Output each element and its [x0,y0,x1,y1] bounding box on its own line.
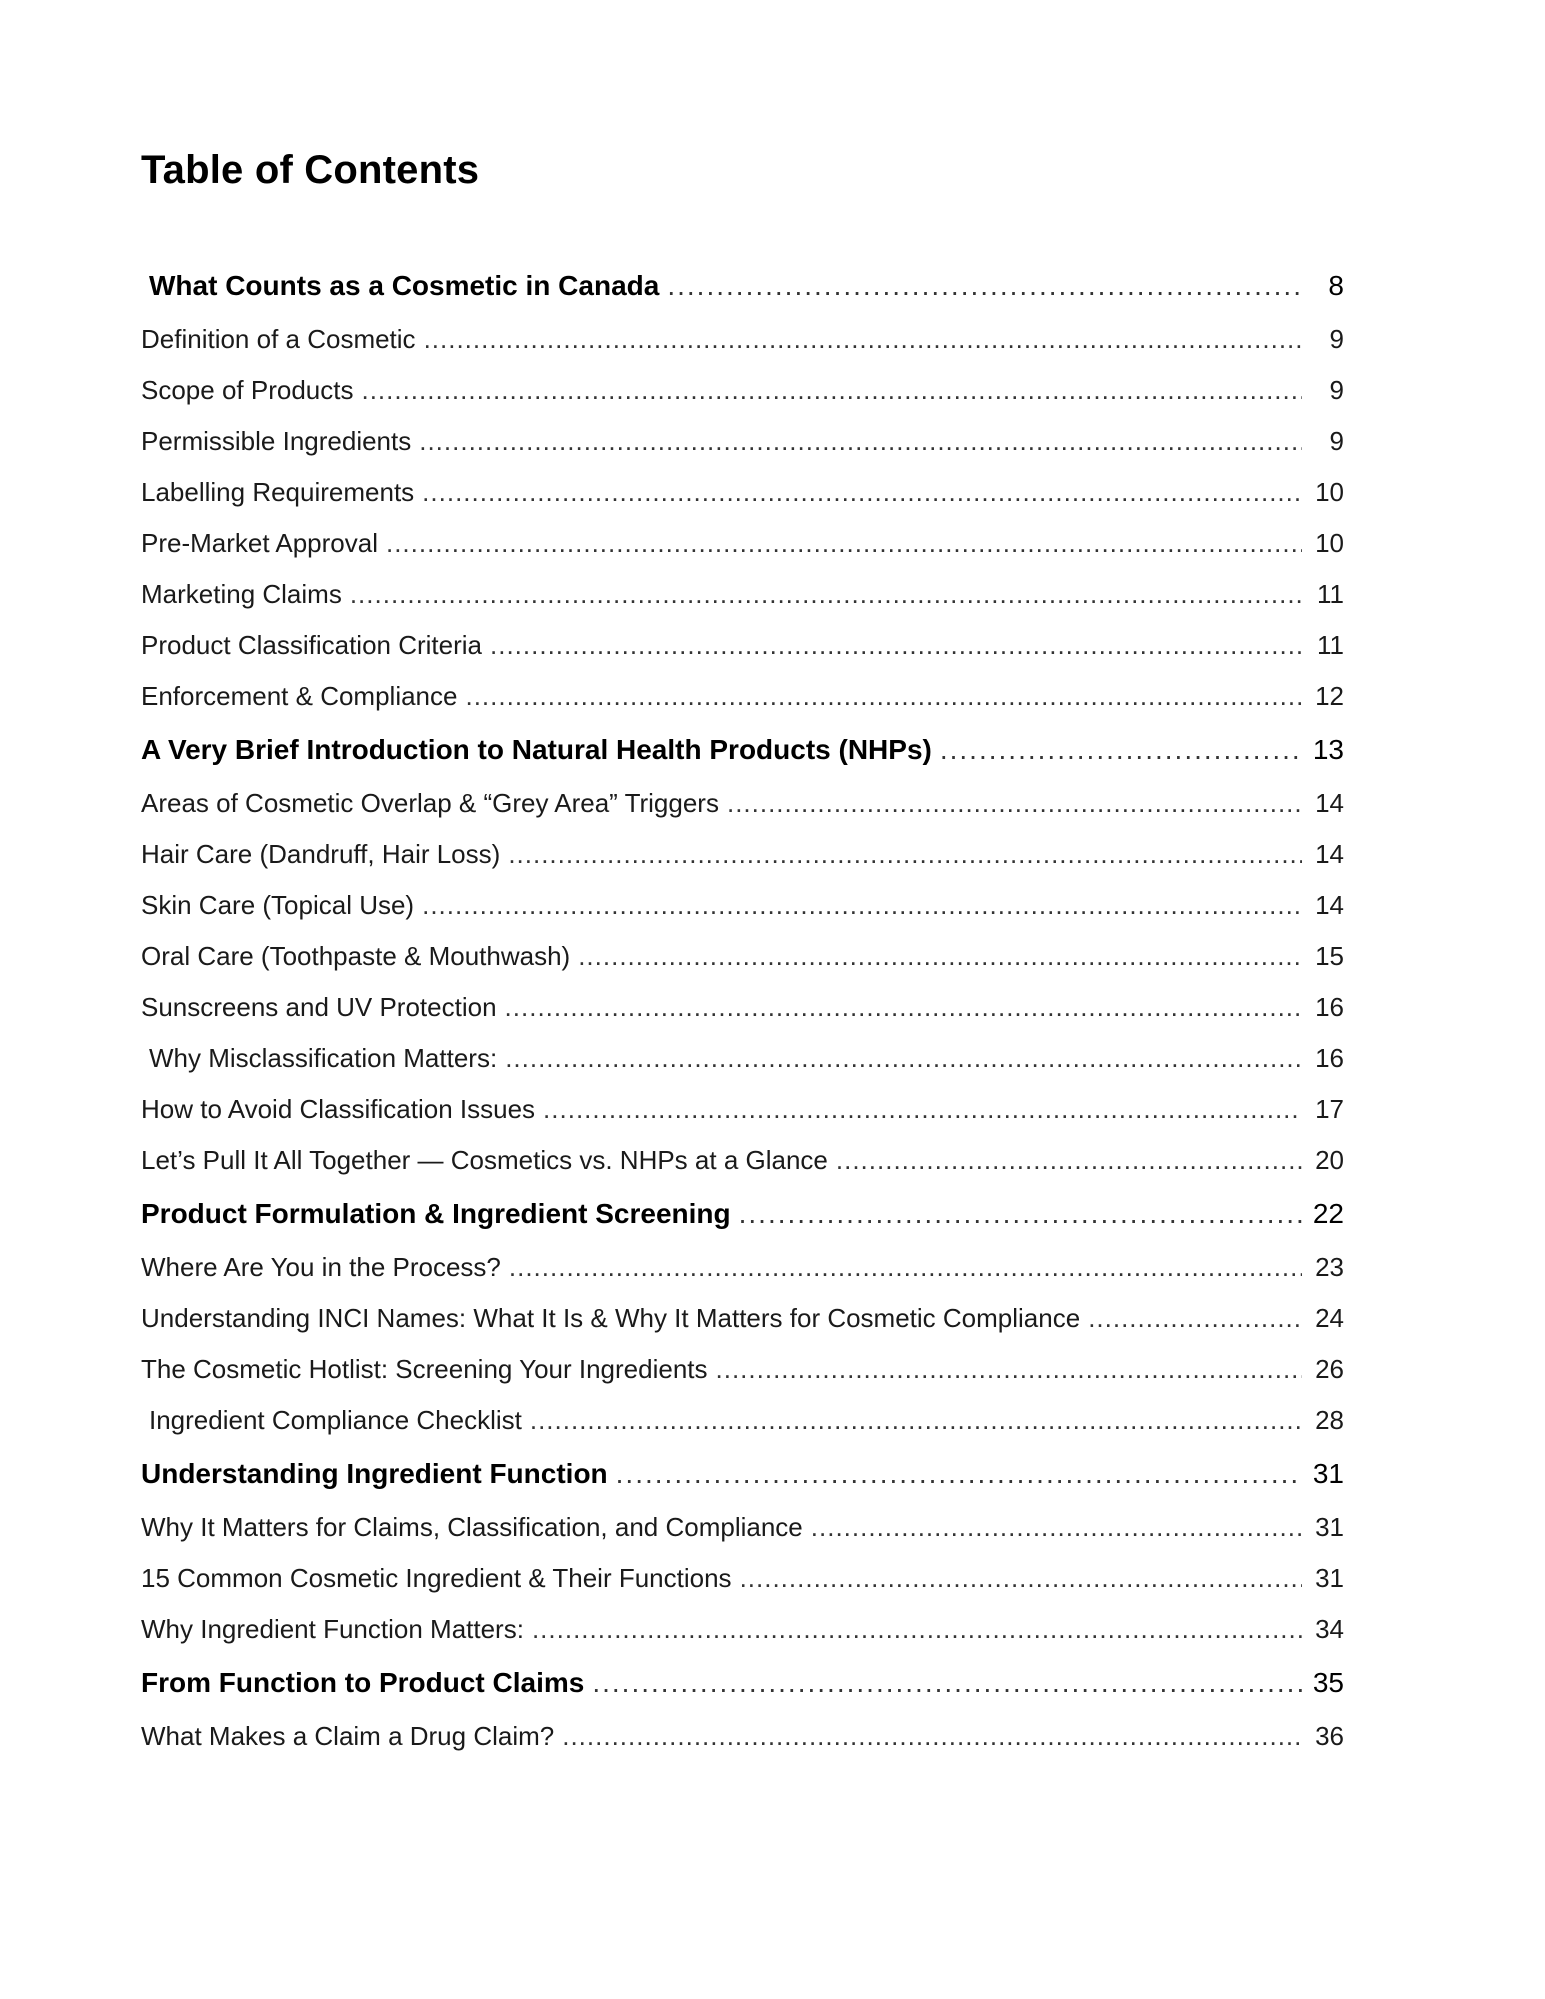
toc-entry-page: 9 [1329,375,1344,405]
toc-entry-page: 9 [1329,324,1344,354]
dot-leader [616,1446,1302,1502]
toc-entry-section[interactable] [141,722,1344,778]
toc-entry-label: Labelling Requirements [141,477,415,507]
toc-entry[interactable] [141,1395,1344,1446]
toc-entry-label: Scope of Products [141,375,354,405]
toc-entry-page: 10 [1315,528,1344,558]
toc-entry-label: Product Formulation & Ingredient Screening [141,1198,731,1229]
toc-entry[interactable] [141,880,1344,931]
toc-entry-label: How to Avoid Classification Issues [141,1094,536,1124]
dot-leader [508,829,1302,880]
toc-entry-page: 23 [1315,1252,1344,1282]
toc-entry-label: Enforcement & Compliance [141,681,458,711]
toc-entry-label: Product Classification Criteria [141,630,483,660]
toc-entry[interactable] [141,671,1344,722]
toc-entry-label: Why It Matters for Claims, Classification, and Compliance [141,1512,803,1542]
toc-entry-label: Sunscreens and UV Protection [141,992,497,1022]
toc-entry[interactable] [141,829,1344,880]
toc-entry[interactable] [141,982,1344,1033]
toc-entry[interactable] [141,1084,1344,1135]
toc-entry-label: Skin Care (Topical Use) [141,890,415,920]
toc-entry-label: Why Ingredient Function Matters: [141,1614,524,1644]
toc-entry-page: 13 [1312,734,1344,765]
dot-leader [350,569,1302,620]
toc-entry-page: 16 [1315,992,1344,1022]
dot-leader [361,365,1302,416]
dot-leader [836,1135,1302,1186]
toc-entry[interactable] [141,1502,1344,1553]
toc-entry-label: Permissible Ingredients [141,426,412,456]
toc-entry-label: What Counts as a Cosmetic in Canada [149,270,660,301]
toc-entry-label: What Makes a Claim a Drug Claim? [141,1721,555,1751]
toc-entry[interactable] [141,1553,1344,1604]
toc-entry-label: Definition of a Cosmetic [141,324,416,354]
toc-entry-label: A Very Brief Introduction to Natural Health Products (NHPs) [141,734,932,765]
toc-entry[interactable] [141,518,1344,569]
toc-entry-page: 31 [1315,1563,1344,1593]
toc-entry[interactable] [141,314,1344,365]
toc-entry-page: 14 [1315,839,1344,869]
dot-leader [424,314,1302,365]
dot-leader [422,467,1302,518]
dot-leader [543,1084,1302,1135]
dot-leader [578,931,1302,982]
toc-entry[interactable] [141,1711,1344,1762]
toc-entry-page: 31 [1315,1512,1344,1542]
toc-entry[interactable] [141,416,1344,467]
toc-entry-page: 16 [1315,1043,1344,1073]
toc-entry-label: Pre-Market Approval [141,528,378,558]
dot-leader [505,1033,1302,1084]
dot-leader [727,778,1302,829]
toc-entry-page: 17 [1315,1094,1344,1124]
toc-entry[interactable] [141,365,1344,416]
toc-entry-page: 11 [1317,630,1344,660]
dot-leader [530,1395,1302,1446]
toc-entry-section[interactable] [141,1655,1344,1711]
toc-entry-page: 14 [1315,890,1344,920]
toc-entry-page: 15 [1315,941,1344,971]
dot-leader [505,982,1302,1033]
toc-entry-page: 26 [1315,1354,1344,1384]
dot-leader [532,1604,1302,1655]
toc-entry-page: 14 [1315,788,1344,818]
dot-leader [1088,1293,1302,1344]
toc-entry-page: 36 [1315,1721,1344,1751]
toc-entry-page: 28 [1315,1405,1344,1435]
toc-entry-label: From Function to Product Claims [141,1667,585,1698]
toc-entry-page: 20 [1315,1145,1344,1175]
toc-entry-label: The Cosmetic Hotlist: Screening Your Ingredients [141,1354,708,1384]
toc-entry-section[interactable] [141,258,1344,314]
toc-entry-page: 8 [1328,270,1344,301]
dot-leader [465,671,1302,722]
toc-entry-label: 15 Common Cosmetic Ingredient & Their Functions [141,1563,732,1593]
dot-leader [740,1553,1302,1604]
dot-leader [509,1242,1302,1293]
dot-leader [562,1711,1302,1762]
dot-leader [490,620,1302,671]
toc-entry-section[interactable] [141,1186,1344,1242]
toc-entry-label: Ingredient Compliance Checklist [149,1405,522,1435]
toc-entry-page: 12 [1315,681,1344,711]
toc-entry-page: 24 [1315,1303,1344,1333]
toc-entry-page: 10 [1315,477,1344,507]
dot-leader [667,258,1302,314]
toc-entry[interactable] [141,620,1344,671]
toc-entry-label: Oral Care (Toothpaste & Mouthwash) [141,941,571,971]
toc-entry-page: 22 [1312,1198,1344,1229]
toc-entry[interactable] [141,778,1344,829]
toc-entry-page: 34 [1315,1614,1344,1644]
toc-entry-label: Let’s Pull It All Together — Cosmetics vs. NHPs at a Glance [141,1145,828,1175]
toc-entry[interactable] [141,1135,1344,1186]
dot-leader [422,880,1302,931]
dot-leader [592,1655,1302,1711]
toc-entry-page: 11 [1317,579,1344,609]
toc-entry[interactable] [141,931,1344,982]
toc-entry-label: Marketing Claims [141,579,342,609]
toc-entry-label: Understanding Ingredient Function [141,1458,608,1489]
toc-entry[interactable] [141,1344,1344,1395]
toc-entry-section[interactable] [141,1446,1344,1502]
dot-leader [386,518,1302,569]
toc-entry-page: 9 [1329,426,1344,456]
toc-entry-page: 31 [1312,1458,1344,1489]
page-title: Table of Contents [141,148,480,192]
toc-entry-label: Understanding INCI Names: What It Is & Why It Matters for Cosmetic Compliance [141,1303,1081,1333]
dot-leader [419,416,1302,467]
toc-entry[interactable] [141,1242,1344,1293]
dot-leader [716,1344,1302,1395]
toc-entry-label: Why Misclassification Matters: [149,1043,498,1073]
toc-entry-page: 35 [1312,1667,1344,1698]
toc-entry[interactable] [141,1604,1344,1655]
toc-entry-label: Hair Care (Dandruff, Hair Loss) [141,839,501,869]
dot-leader [739,1186,1302,1242]
toc-entry[interactable] [141,467,1344,518]
dot-leader [940,722,1302,778]
toc-entry-label: Where Are You in the Process? [141,1252,501,1282]
toc-entry[interactable] [141,1293,1344,1344]
toc-entry[interactable] [141,1033,1344,1084]
toc-entry[interactable] [141,569,1344,620]
toc-entry-label: Areas of Cosmetic Overlap & “Grey Area” Triggers [141,788,719,818]
dot-leader [811,1502,1302,1553]
toc-list [141,258,1344,1762]
